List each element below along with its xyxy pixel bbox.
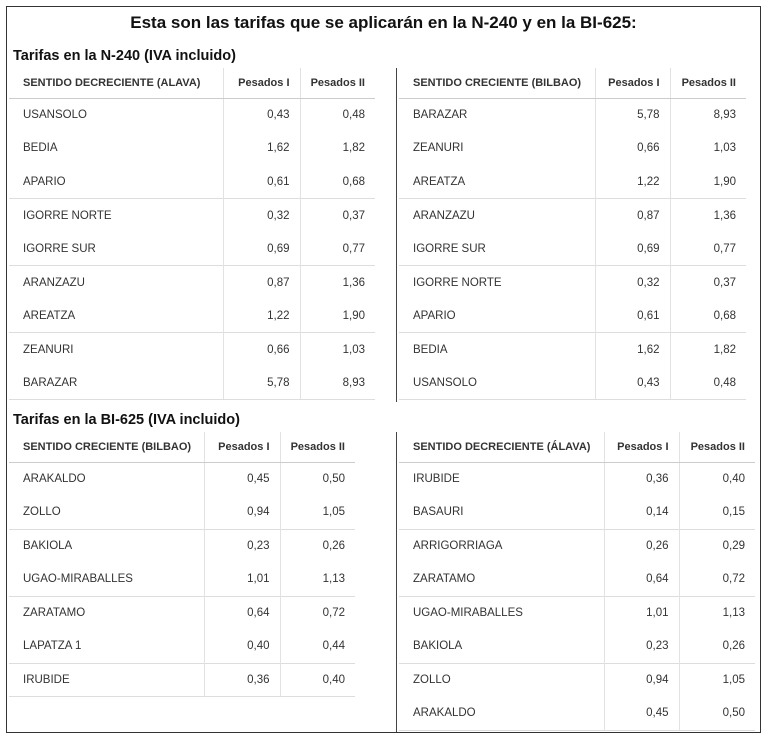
price-pesados-ii: 8,93 (300, 366, 375, 400)
table-row (399, 165, 746, 199)
toll-location: USANSOLO (23, 109, 87, 121)
divider-line (396, 68, 397, 402)
table-row (9, 165, 375, 199)
price-pesados-i: 5,78 (223, 366, 300, 400)
toll-location: LAPATZA 1 (23, 640, 82, 652)
price-pesados-ii: 1,13 (280, 563, 355, 597)
price-pesados-i: 0,45 (604, 697, 679, 731)
price-pesados-i: 0,69 (223, 232, 300, 266)
table-row (9, 462, 355, 496)
table-row (399, 299, 746, 333)
price-pesados-i: 0,40 (204, 630, 280, 664)
table-row (399, 132, 746, 166)
divider-line (396, 432, 397, 732)
toll-location: UGAO-MIRABALLES (23, 573, 133, 585)
table-row (9, 333, 375, 367)
toll-location: BAKIOLA (9, 529, 204, 563)
price-pesados-ii: 0,37 (300, 199, 375, 233)
price-pesados-i: 1,62 (595, 333, 670, 367)
price-pesados-i: 0,64 (604, 563, 679, 597)
column-header: Pesados I (204, 432, 280, 462)
price-pesados-i: 0,94 (204, 496, 280, 530)
toll-location: IGORRE SUR (413, 242, 486, 255)
table-row (9, 199, 375, 233)
price-pesados-ii: 0,77 (300, 232, 375, 266)
price-pesados-ii: 0,37 (670, 266, 746, 300)
table-row (9, 496, 355, 530)
table-row (9, 366, 375, 400)
toll-location: APARIO (413, 309, 456, 322)
price-pesados-ii: 1,36 (670, 199, 746, 233)
page-title: Esta son las tarifas que se aplicarán en la N-240 y en la BI-625: (130, 13, 637, 32)
price-pesados-i: 0,23 (204, 529, 280, 563)
table-row (399, 333, 746, 367)
table-row (399, 563, 755, 597)
table-row (399, 366, 746, 400)
table-row (399, 697, 755, 731)
table-row (9, 563, 355, 597)
table-header-row (9, 432, 355, 462)
column-header: SENTIDO DECRECIENTE (ÁLAVA) (399, 432, 604, 462)
toll-location: IGORRE NORTE (9, 199, 223, 233)
table-row (9, 266, 375, 300)
price-pesados-i: 0,32 (223, 199, 300, 233)
toll-location: ZEANURI (413, 142, 464, 155)
price-pesados-ii: 0,77 (670, 232, 746, 266)
price-pesados-i: 0,87 (223, 266, 300, 300)
price-pesados-ii: 0,15 (679, 496, 755, 530)
column-header: SENTIDO DECRECIENTE (ALAVA) (9, 68, 223, 98)
column-header: Pesados I (604, 432, 679, 462)
toll-location: ZOLLO (399, 663, 604, 697)
table-row (399, 663, 755, 697)
price-pesados-i: 0,45 (204, 462, 280, 496)
table-row (9, 232, 375, 266)
toll-location: USANSOLO (399, 366, 595, 400)
table-row (399, 232, 746, 266)
price-pesados-i: 1,62 (223, 132, 300, 166)
column-header: Pesados II (670, 68, 746, 98)
price-pesados-i: 0,64 (204, 596, 280, 630)
price-pesados-ii: 0,40 (679, 462, 755, 496)
table-row (9, 132, 375, 166)
table-row (9, 98, 375, 132)
price-pesados-i: 0,94 (604, 663, 679, 697)
toll-location: ARAKALDO (399, 697, 604, 731)
table-row (9, 529, 355, 563)
toll-location: AREATZA (23, 309, 76, 322)
price-pesados-i: 0,43 (595, 366, 670, 400)
toll-location: IRUBIDE (413, 473, 460, 485)
toll-location: ARRIGORRIAGA (399, 529, 604, 563)
table-n240-creciente (399, 68, 746, 400)
price-pesados-ii: 0,26 (679, 630, 755, 664)
price-pesados-i: 5,78 (595, 98, 670, 132)
table-row (399, 462, 755, 496)
table-header-row (9, 68, 375, 98)
table-bi625-creciente (9, 432, 355, 697)
price-pesados-i: 0,43 (223, 98, 300, 132)
price-pesados-i: 0,69 (595, 232, 670, 266)
column-header: Pesados II (679, 432, 755, 462)
toll-location: ZARATAMO (413, 573, 476, 585)
table-row (399, 266, 746, 300)
table-header-row (399, 68, 746, 98)
column-header: SENTIDO CRECIENTE (BILBAO) (9, 432, 204, 462)
table-n240-decreciente (9, 68, 375, 400)
price-pesados-ii: 1,90 (670, 165, 746, 199)
column-header: Pesados II (300, 68, 375, 98)
price-pesados-ii: 0,48 (300, 98, 375, 132)
toll-location: BASAURI (413, 506, 464, 518)
price-pesados-i: 0,61 (595, 299, 670, 333)
price-pesados-ii: 1,05 (280, 496, 355, 530)
price-pesados-ii: 0,44 (280, 630, 355, 664)
price-pesados-i: 0,23 (604, 630, 679, 664)
price-pesados-ii: 1,36 (300, 266, 375, 300)
price-pesados-ii: 1,90 (300, 299, 375, 333)
toll-location: ZEANURI (9, 333, 223, 367)
price-pesados-i: 0,36 (604, 462, 679, 496)
table-header-row (399, 432, 755, 462)
price-pesados-ii: 1,05 (679, 663, 755, 697)
table-row (9, 663, 355, 697)
price-pesados-i: 0,61 (223, 165, 300, 199)
price-pesados-i: 0,87 (595, 199, 670, 233)
table-row (399, 98, 746, 132)
price-pesados-i: 1,01 (604, 596, 679, 630)
price-pesados-ii: 0,72 (280, 596, 355, 630)
price-pesados-ii: 0,26 (280, 529, 355, 563)
toll-location: ZARATAMO (9, 596, 204, 630)
price-pesados-ii: 1,03 (300, 333, 375, 367)
price-pesados-ii: 1,82 (670, 333, 746, 367)
price-pesados-ii: 0,68 (300, 165, 375, 199)
toll-location: APARIO (23, 175, 66, 188)
toll-location: ZOLLO (23, 506, 61, 518)
column-header: Pesados I (223, 68, 300, 98)
price-pesados-i: 1,22 (223, 299, 300, 333)
toll-location: BAKIOLA (413, 640, 463, 652)
price-pesados-i: 0,36 (204, 663, 280, 697)
price-pesados-i: 1,01 (204, 563, 280, 597)
toll-location: BARAZAR (413, 109, 468, 121)
table-row (9, 299, 375, 333)
toll-location: UGAO-MIRABALLES (399, 596, 604, 630)
table-bi625-decreciente (399, 432, 755, 731)
table-row (9, 630, 355, 664)
toll-location: IRUBIDE (9, 663, 204, 697)
price-pesados-i: 0,14 (604, 496, 679, 530)
toll-location: BEDIA (399, 333, 595, 367)
column-header: Pesados II (280, 432, 355, 462)
table-row (399, 630, 755, 664)
toll-location: ARANZAZU (399, 199, 595, 233)
price-pesados-ii: 0,48 (670, 366, 746, 400)
price-pesados-i: 1,22 (595, 165, 670, 199)
table-row (399, 496, 755, 530)
toll-location: ARANZAZU (9, 266, 223, 300)
price-pesados-ii: 0,29 (679, 529, 755, 563)
price-pesados-ii: 0,40 (280, 663, 355, 697)
price-pesados-ii: 8,93 (670, 98, 746, 132)
price-pesados-ii: 1,82 (300, 132, 375, 166)
section-title-bi625: Tarifas en la BI-625 (IVA incluido) (13, 412, 240, 428)
table-row (9, 596, 355, 630)
price-pesados-ii: 0,68 (670, 299, 746, 333)
toll-location: BEDIA (23, 142, 58, 155)
toll-location: BARAZAR (9, 366, 223, 400)
column-header: SENTIDO CRECIENTE (BILBAO) (399, 68, 595, 98)
table-row (399, 199, 746, 233)
price-pesados-ii: 0,50 (280, 462, 355, 496)
toll-location: IGORRE SUR (23, 242, 96, 255)
toll-location: AREATZA (413, 175, 466, 188)
section-title-n240: Tarifas en la N-240 (IVA incluido) (13, 48, 236, 64)
price-pesados-ii: 0,72 (679, 563, 755, 597)
price-pesados-i: 0,32 (595, 266, 670, 300)
price-pesados-i: 0,66 (223, 333, 300, 367)
toll-location: ARAKALDO (23, 473, 86, 485)
price-pesados-i: 0,66 (595, 132, 670, 166)
price-pesados-i: 0,26 (604, 529, 679, 563)
price-pesados-ii: 1,03 (670, 132, 746, 166)
column-header: Pesados I (595, 68, 670, 98)
price-pesados-ii: 1,13 (679, 596, 755, 630)
price-pesados-ii: 0,50 (679, 697, 755, 731)
table-row (399, 529, 755, 563)
toll-location: IGORRE NORTE (399, 266, 595, 300)
table-row (399, 596, 755, 630)
